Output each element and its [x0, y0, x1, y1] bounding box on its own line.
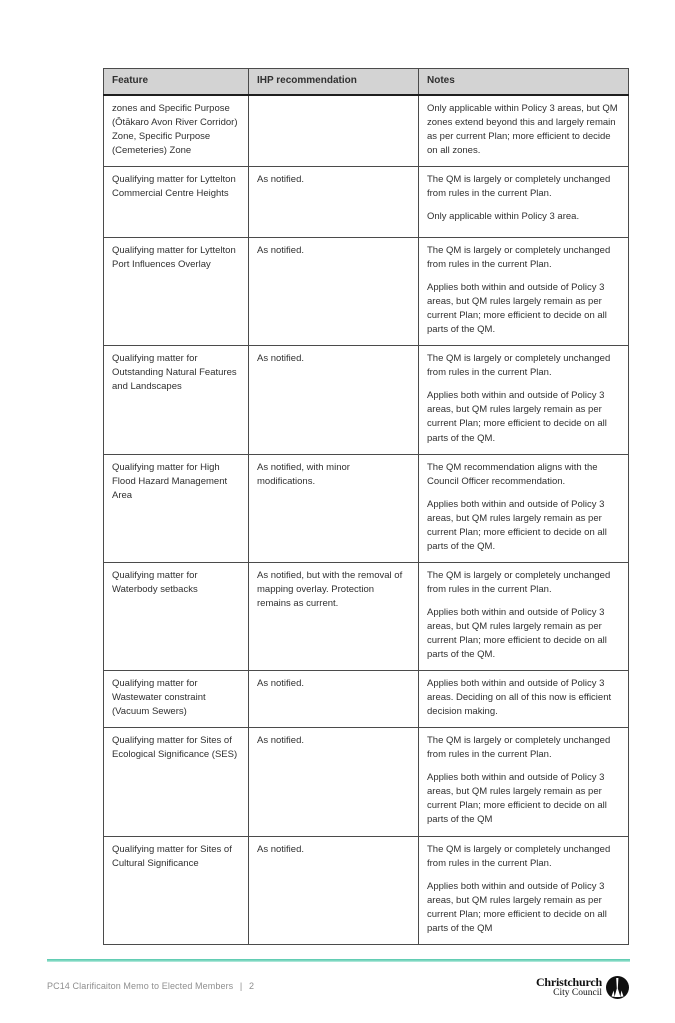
notes-cell — [419, 346, 629, 454]
council-logo-text — [536, 976, 602, 999]
table-row — [104, 728, 629, 836]
recommendation-cell: As notified, but with the removal of mapping overlay. Protection remains as current. — [249, 562, 419, 670]
notes-paragraph: The QM recommendation aligns with the Council Officer recommendation. — [427, 461, 598, 487]
footer-rule — [47, 959, 630, 962]
recommendation-cell: As notified. — [249, 671, 419, 728]
feature-cell: Qualifying matter for High Flood Hazard Management Area — [104, 454, 249, 562]
notes-cell — [419, 95, 629, 167]
notes-paragraph: Applies both within and outside of Policy 3 areas, but QM rules largely remain as per current Plan; more efficient to decide on all parts of the QM. — [427, 606, 607, 661]
notes-paragraph: The QM is largely or completely unchanged from rules in the current Plan. — [427, 569, 611, 595]
footer-title — [47, 975, 254, 991]
footer-separator: | — [239, 981, 243, 991]
feature-cell: zones and Specific Purpose (Ōtākaro Avon River Corridor) Zone, Specific Purpose (Cemeteries) Zone — [104, 95, 249, 167]
feature-cell: Qualifying matter for Sites of Ecological Significance (SES) — [104, 728, 249, 836]
table-row — [104, 454, 629, 562]
notes-paragraph: The QM is largely or completely unchanged from rules in the current Plan. — [427, 353, 611, 379]
table-row — [104, 95, 629, 167]
recommendation-cell: As notified. — [249, 237, 419, 345]
feature-cell: Qualifying matter for Lyttelton Commercial Centre Heights — [104, 166, 249, 237]
notes-paragraph: Only applicable within Policy 3 area. — [427, 211, 580, 223]
feature-cell: Qualifying matter for Sites of Cultural Significance — [104, 836, 249, 944]
feature-cell: Qualifying matter for Outstanding Natural Features and Landscapes — [104, 346, 249, 454]
feature-table — [103, 68, 629, 945]
notes-paragraph: The QM is largely or completely unchanged from rules in the current Plan. — [427, 173, 611, 200]
column-header-feature: Feature — [104, 69, 249, 95]
column-header-ihp-recommendation: IHP recommendation — [249, 69, 419, 95]
notes-paragraph: The QM is largely or completely unchanged from rules in the current Plan. — [427, 843, 611, 869]
council-logo — [536, 975, 630, 1000]
notes-paragraph: Applies both within and outside of Policy 3 areas, but QM rules largely remain as per current Plan; more efficient to decide on all parts of the QM. — [427, 282, 607, 336]
feature-cell: Qualifying matter for Lyttelton Port Influences Overlay — [104, 237, 249, 345]
page-footer — [47, 959, 630, 1000]
notes-paragraph: Applies both within and outside of Policy 3 areas, but QM rules largely remain as per current Plan; more efficient to decide on all parts of the QM. — [427, 498, 607, 552]
notes-cell — [419, 728, 629, 836]
notes-paragraph: The QM is largely or completely unchanged from rules in the current Plan. — [427, 735, 611, 761]
council-emblem-icon — [605, 975, 630, 1000]
document-page — [0, 68, 675, 1023]
table-row — [104, 562, 629, 670]
footer-document-name: PC14 Clarificaiton Memo to Elected Members — [47, 981, 234, 991]
notes-paragraph: The QM is largely or completely unchanged from rules in the current Plan. — [427, 244, 611, 271]
recommendation-cell: As notified. — [249, 728, 419, 836]
table-row — [104, 346, 629, 454]
feature-cell: Qualifying matter for Waterbody setbacks — [104, 562, 249, 670]
notes-paragraph: Applies both within and outside of Policy 3 areas, but QM rules largely remain as per current Plan; more efficient to decide on all parts of the QM. — [427, 390, 607, 444]
notes-paragraph: Only applicable within Policy 3 areas, but QM zones extend beyond this and largely remain as per current Plan; more efficient to decide on all zones. — [427, 102, 618, 156]
feature-cell: Qualifying matter for Wastewater constraint (Vacuum Sewers) — [104, 671, 249, 728]
notes-cell — [419, 237, 629, 345]
footer-page-number: 2 — [248, 981, 255, 991]
recommendation-cell: As notified. — [249, 836, 419, 944]
table-body — [104, 95, 629, 945]
table-row — [104, 237, 629, 345]
table-row — [104, 671, 629, 728]
column-header-notes: Notes — [419, 69, 629, 95]
notes-cell — [419, 836, 629, 944]
table-header — [104, 69, 629, 95]
notes-paragraph: Applies both within and outside of Policy 3 areas, but QM rules largely remain as per current Plan; more efficient to decide on all parts of the QM — [427, 880, 607, 934]
notes-cell — [419, 562, 629, 670]
notes-paragraph: Applies both within and outside of Policy 3 areas. Deciding on all of this now is efficient decision making. — [427, 678, 612, 718]
header-row — [104, 69, 629, 95]
notes-cell — [419, 454, 629, 562]
table-row — [104, 166, 629, 237]
recommendation-cell — [249, 95, 419, 167]
table-row — [104, 836, 629, 944]
notes-cell — [419, 671, 629, 728]
recommendation-cell: As notified. — [249, 346, 419, 454]
recommendation-cell: As notified. — [249, 166, 419, 237]
notes-paragraph: Applies both within and outside of Policy 3 areas, but QM rules largely remain as per current Plan; more efficient to decide on all parts of the QM — [427, 772, 607, 826]
recommendation-cell: As notified, with minor modifications. — [249, 454, 419, 562]
council-logo-line2: City Council — [553, 987, 602, 998]
council-logo-line1: Christchurch — [535, 975, 602, 990]
notes-cell — [419, 166, 629, 237]
